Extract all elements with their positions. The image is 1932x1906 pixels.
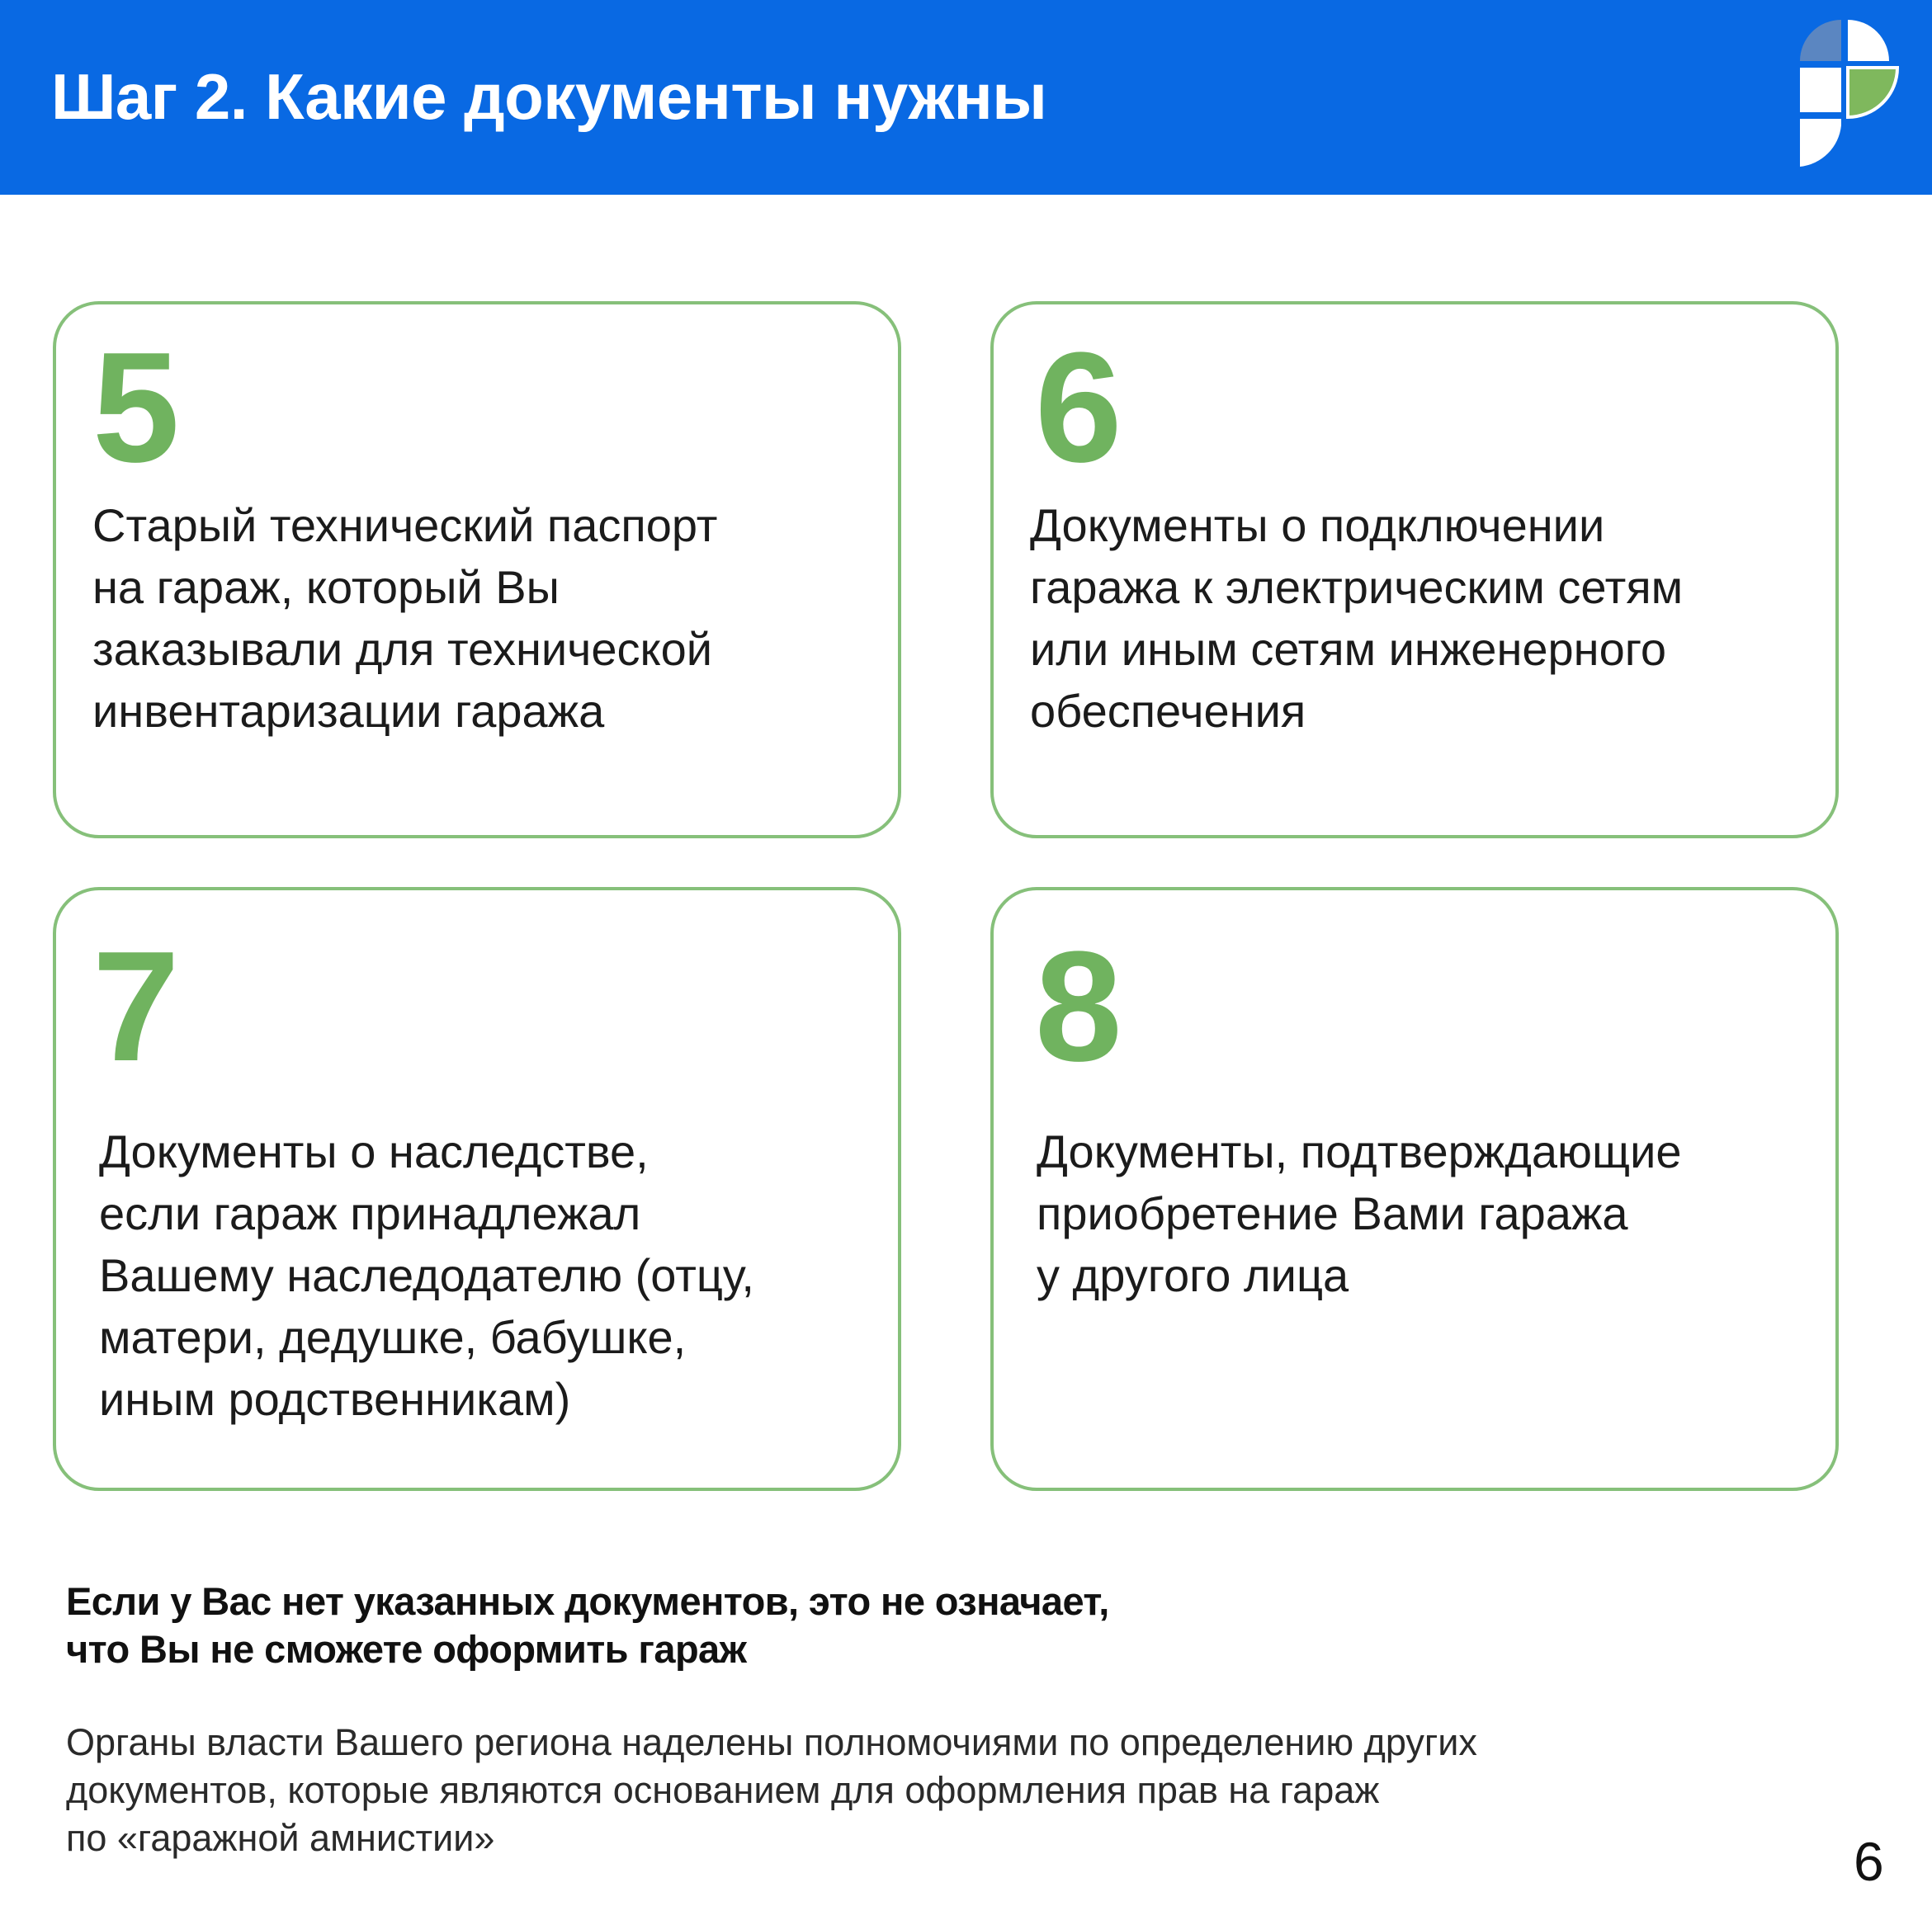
card-text: Документы о наследстве, если гараж принадлежал Вашему наследодателю (отцу, матери, дедушке, бабушке, иным родственникам): [99, 1125, 754, 1425]
card-text: Документы, подтверждающие приобретение Вами гаража у другого лица: [1037, 1125, 1682, 1301]
card-number: 8: [1035, 919, 1122, 1094]
page-title: Шаг 2. Какие документы нужны: [51, 60, 1047, 133]
card-number: 7: [92, 919, 180, 1094]
rosreestr-logo-icon: [1795, 15, 1902, 172]
card-number: 5: [92, 320, 180, 495]
card-text: Старый технический паспорт на гараж, который Вы заказывали для технической инвентаризации гаража: [92, 499, 718, 737]
document-card-6: [990, 301, 1839, 838]
note-body: Органы власти Вашего региона наделены полномочиями по определению других документов, которые являются основанием для оформления прав на гараж по «гаражной амнистии»: [66, 1721, 1477, 1859]
document-card-7: [53, 887, 901, 1491]
page-number: 6: [1854, 1831, 1884, 1892]
card-number: 6: [1035, 320, 1122, 495]
card-text: Документы о подключении гаража к электрическим сетям или иным сетям инженерного обеспечения: [1030, 499, 1684, 737]
note-heading: Если у Вас нет указанных документов, это не означает, что Вы не сможете оформить гараж: [66, 1579, 1109, 1671]
document-card-8: [990, 887, 1839, 1491]
header-bar: [0, 0, 1932, 195]
document-card-5: [53, 301, 901, 838]
